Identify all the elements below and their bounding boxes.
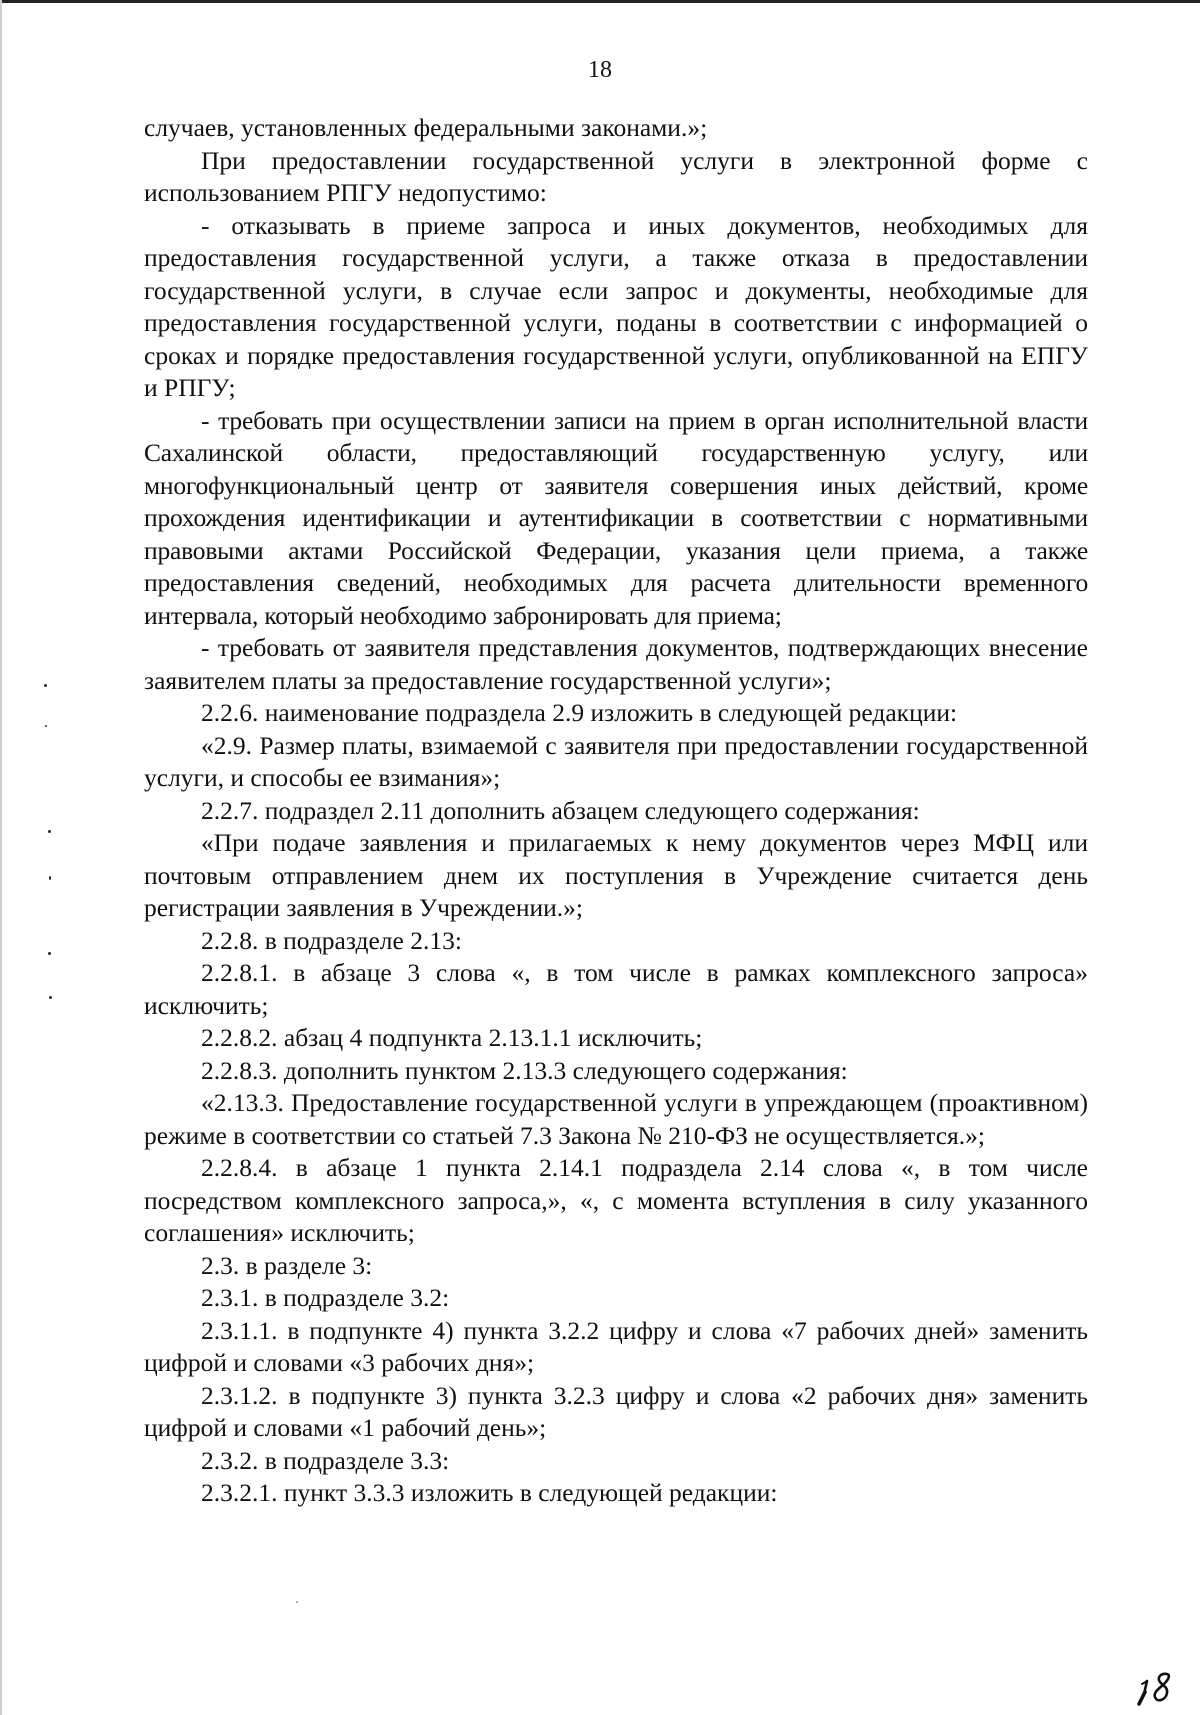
scan-top-edge	[0, 0, 1200, 3]
scan-speck	[49, 876, 51, 880]
paragraph: «2.13.3. Предоставление государственной услуги в упреждающем (проактивном) режиме в соответствии со статьей 7.3 Закона № 210-ФЗ не осуществляется.»;	[144, 1088, 1088, 1150]
paragraph: 2.2.7. подраздел 2.11 дополнить абзацем следующего содержания:	[201, 795, 920, 825]
paragraph: «При подаче заявления и прилагаемых к нему документов через МФЦ или почтовым отправлением днем их поступления в Учреждение считается день регистрации заявления в Учреждении.»;	[144, 828, 1088, 922]
paragraph: - отказывать в приеме запроса и иных документов, необходимых для предоставления государственной услуги, а также отказа в предоставлении государственной услуги, в случае если запрос и документы, необходимые для предоставления государственной услуги, поданы в соответствии с информацией о сроках и порядке предоставления государственной услуги, опубликованной на ЕПГУ и РПГУ;	[144, 210, 1088, 402]
paragraph: 2.2.6. наименование подраздела 2.9 изложить в следующей редакции:	[201, 698, 958, 727]
paragraph: 2.2.8.2. абзац 4 подпункта 2.13.1.1 исключить;	[201, 1023, 703, 1052]
paragraph: 2.3.1.2. в подпункте 3) пункта 3.2.3 цифру и слова «2 рабочих дня» заменить цифрой и словами «1 рабочий день»;	[144, 1380, 1088, 1442]
paragraph: - требовать при осуществлении записи на прием в орган исполнительной власти Сахалинской области, предоставляющий государственную услугу, или многофункциональный центр от заявителя совершения иных действий, кроме прохождения идентификации и аутентификации в соответствии с нормативными правовыми актами Российской Федерации, указания цели приема, а также предоставления сведений, необходимых для расчета длительности временного интервала, который необходимо забронировать для приема;	[144, 405, 1088, 630]
scan-speck	[296, 1601, 298, 1603]
paragraph: 2.2.8.1. в абзаце 3 слова «, в том числе в рамках комплексного запроса» исключить;	[144, 958, 1088, 1020]
handwritten-page-number	[1130, 1668, 1182, 1708]
paragraph: 2.3.2.1. пункт 3.3.3 изложить в следующей редакции:	[201, 1478, 778, 1507]
paragraph: 2.3. в разделе 3:	[201, 1250, 373, 1280]
paragraph: При предоставлении государственной услуги в электронной форме с использованием РПГУ недопустимо:	[144, 145, 1088, 207]
scan-speck	[48, 952, 51, 955]
paragraph: - требовать от заявителя представления документов, подтверждающих внесение заявителем платы за предоставление государственной услуги»;	[144, 633, 1088, 695]
scan-speck	[48, 830, 51, 833]
paragraph: 2.3.1. в подразделе 3.2:	[201, 1283, 450, 1312]
scan-left-edge	[0, 0, 2, 1715]
paragraph: 2.2.8.4. в абзаце 1 пункта 2.14.1 подраздела 2.14 слова «, в том числе посредством комплексного запроса,», «, с момента вступления в силу указанного соглашения» исключить;	[144, 1153, 1088, 1247]
paragraph: 2.3.1.1. в подпункте 4) пункта 3.2.2 цифру и слова «7 рабочих дней» заменить цифрой и словами «3 рабочих дня»;	[144, 1315, 1088, 1377]
paragraph: 2.2.8. в подразделе 2.13:	[201, 925, 462, 955]
scan-speck	[45, 725, 47, 727]
paragraph: «2.9. Размер платы, взимаемой с заявителя при предоставлении государственной услуги, и способы ее взимания»;	[144, 730, 1088, 792]
page-number: 18	[588, 57, 612, 83]
paragraph: 2.3.2. в подразделе 3.3:	[201, 1445, 450, 1475]
scan-speck	[49, 996, 52, 999]
document-body	[144, 112, 1088, 1510]
paragraph: 2.2.8.3. дополнить пунктом 2.13.3 следующего содержания:	[201, 1055, 848, 1085]
scan-speck	[44, 684, 47, 687]
paragraph: случаев, установленных федеральными законами.»;	[144, 113, 708, 142]
